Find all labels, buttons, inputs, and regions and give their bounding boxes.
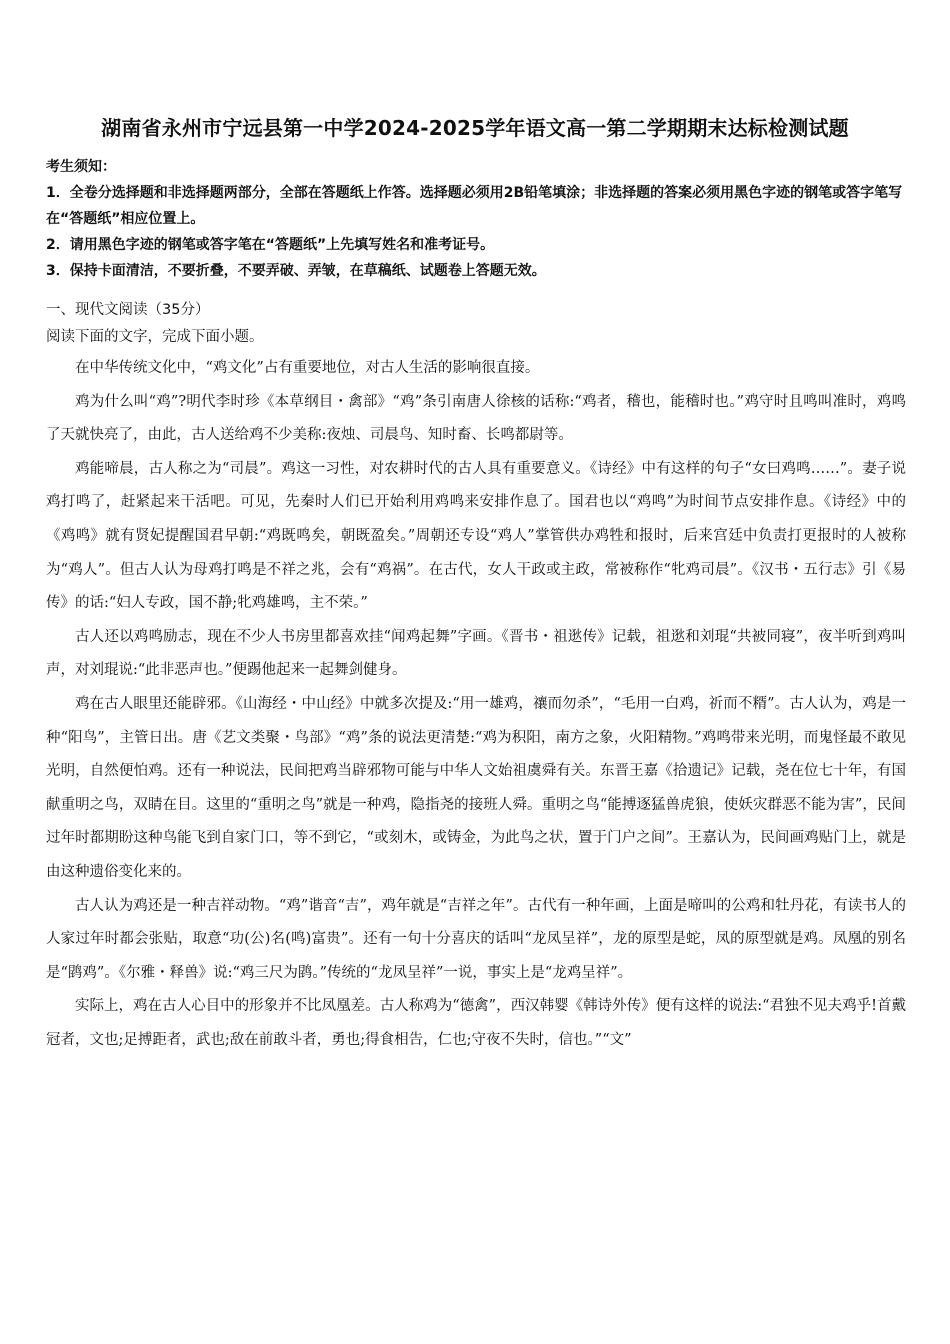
passage-paragraph: 鸡在古人眼里还能辟邪。《山海经・中山经》中就多次提及:“用一雄鸡，禳而勿杀”，“毛用一白鸡，祈而不糈”。古人认为，鸡是一种“阳鸟”，主管日出。唐《艺文类聚・鸟部》“鸡”条的说法更清楚:“鸡为积阳，南方之象，火阳精物。”鸡鸣带来光明，而鬼怪最不敢见光明，自然便怕鸡。还有一种说法，民间把鸡当辟邪物可能与中华人文始祖虞舜有关。东晋王嘉《拾遗记》记载，尧在位七十年，有国献重明之鸟，双睛在目。这里的“重明之鸟”就是一种鸡，隐指尧的接班人舜。重明之鸟“能搏逐猛兽虎狼，使妖灾群恶不能为害”，民间过年时都期盼这种鸟能飞到自家门口，等不到它，“或刻木，或铸金，为此鸟之状，置于门户之间”。王嘉认为，民间画鸡贴门上，就是由这种遗俗变化来的。 (46, 695, 906, 880)
candidate-notice (46, 154, 910, 284)
passage-paragraph: 鸡能啼晨，古人称之为“司晨”。鸡这一习性，对农耕时代的古人具有重要意义。《诗经》中有这样的句子“女曰鸡鸣……”。妻子说鸡打鸣了，赶紧起来干活吧。可见，先秦时人们已开始利用鸡鸣来安排作息了。国君也以“鸡鸣”为时间节点安排作息。《诗经》中的《鸡鸣》就有贤妃提醒国君早朝:“鸡既鸣矣，朝既盈矣。”周朝还专设“鸡人”掌管供办鸡牲和报时，后来宫廷中负责打更报时的人被称为“鸡人”。但古人认为母鸡打鸣是不祥之兆，会有“鸡祸”。在古代，女人干政或主政，常被称作“牝鸡司晨”。《汉书・五行志》引《易传》的话:“妇人专政，国不静;牝鸡雄鸣，主不荣。” (46, 460, 906, 612)
notice-heading: 考生须知： (46, 159, 116, 175)
passage-paragraph: 古人认为鸡还是一种吉祥动物。“鸡”谐音“吉”，鸡年就是“吉祥之年”。古代有一种年画，上面是啼叫的公鸡和牡丹花，有读书人的人家过年时都会张贴，取意“功(公)名(鸣)富贵”。还有一句十分喜庆的话叫“龙凤呈祥”，龙的原型是蛇，凤的原型就是鸡。凤凰的别名是“鹍鸡”。《尔雅・释兽》说:“鸡三尺为鹍。”传统的“龙凤呈祥”一说，事实上是“龙鸡呈祥”。 (46, 897, 906, 981)
passage-paragraph: 在中华传统文化中，“鸡文化”占有重要地位，对古人生活的影响很直接。 (75, 360, 540, 376)
exam-title: 湖南省永州市宁远县第一中学2024-2025学年语文高一第二学期期末达标检测试题 (101, 116, 849, 140)
passage-paragraph: 实际上，鸡在古人心目中的形象并不比凤凰差。古人称鸡为“德禽”，西汉韩婴《韩诗外传》便有这样的说法:“君独不见夫鸡乎!首戴冠者，文也;足搏距者，武也;敌在前敢斗者，勇也;得食相告，仁也;守夜不失时，信也。”“文” (46, 998, 906, 1048)
reading-passage (46, 352, 906, 1057)
section-intro: 阅读下面的文字，完成下面小题。 (46, 329, 264, 345)
passage-paragraph: 鸡为什么叫“鸡”?明代李时珍《本草纲目・禽部》“鸡”条引南唐人徐核的话称:“鸡者，稽也，能稽时也。”鸡守时且鸣叫准时，鸡鸣了天就快亮了，由此，古人送给鸡不少美称:夜烛、司晨鸟、知时畜、长鸣都尉等。 (46, 393, 906, 444)
notice-item: 1．全卷分选择题和非选择题两部分，全部在答题纸上作答。选择题必须用2B铅笔填涂；非选择题的答案必须用黑色字迹的钢笔或答字笔写在“答题纸”相应位置上。 (46, 185, 903, 227)
section-heading: 一、现代文阅读（35分） (46, 302, 210, 318)
notice-item: 2．请用黑色字迹的钢笔或答字笔在“答题纸”上先填写姓名和准考证号。 (46, 237, 495, 253)
notice-item: 3．保持卡面清洁，不要折叠，不要弄破、弄皱，在草稿纸、试题卷上答题无效。 (46, 263, 546, 279)
passage-paragraph: 古人还以鸡鸣励志，现在不少人书房里都喜欢挂“闻鸡起舞”字画。《晋书・祖逖传》记载，祖逖和刘琨“共被同寝”，夜半听到鸡叫声，对刘琨说:“此非恶声也。”便踢他起来一起舞剑健身。 (46, 628, 906, 679)
